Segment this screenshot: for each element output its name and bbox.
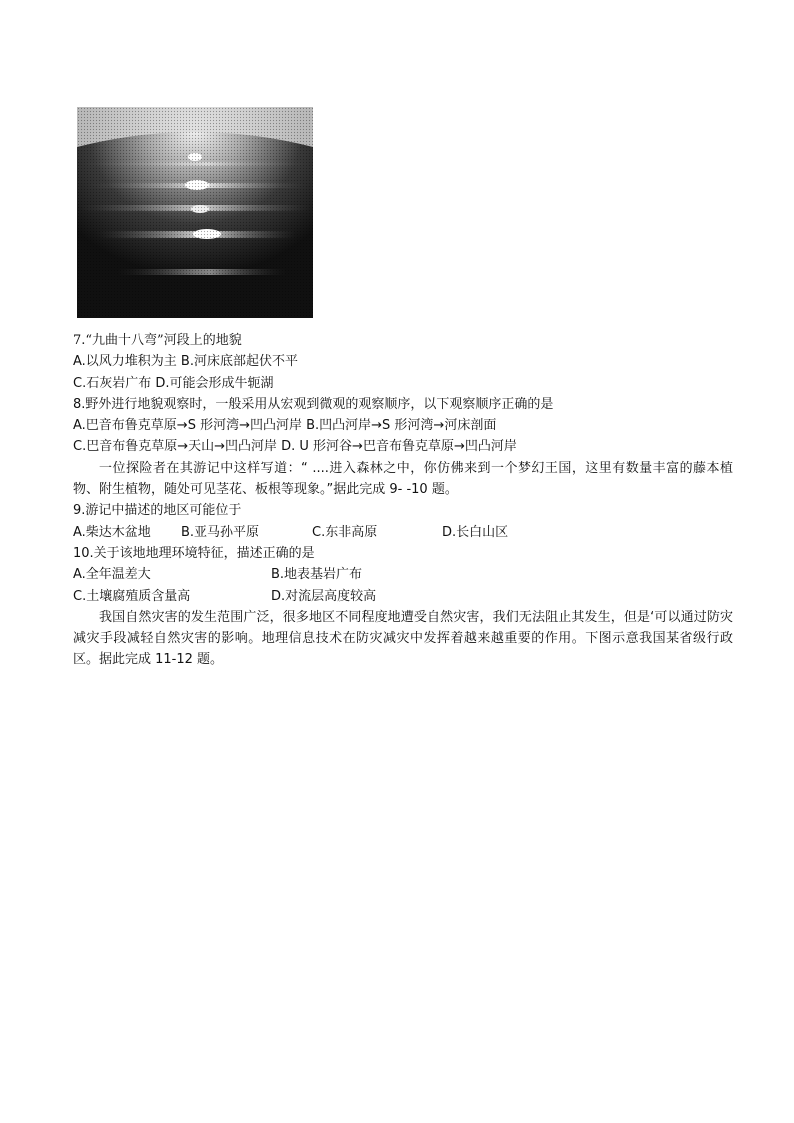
question-8-stem: 8.野外进行地貌观察时，一般采用从宏观到微观的观察顺序，以下观察顺序正确的是 [73, 396, 554, 412]
question-8-options-cd: C.巴音布鲁克草原→天山→凹凸河岸 D. U 形河谷→巴音布鲁克草原→凹凸河岸 [73, 439, 517, 455]
question-10-options-ab [73, 564, 733, 585]
question-content [73, 330, 733, 671]
passage-disaster: 我国自然灾害的发生范围广泛，很多地区不同程度地遭受自然灾害，我们无法阻止其发生，但是‘可以通过防灾减灾手段减轻自然灾害的影响。地理信息技术在防灾减灾中发挥着越来越重要的作用。下图示意我国某省级行政区。据此完成 11-12 题。 [73, 609, 733, 668]
question-9-option-b: B.亚马孙平原 [181, 524, 260, 540]
question-7-options-ab: A.以风力堆积为主 B.河床底部起伏不平 [73, 354, 298, 370]
question-10-options-cd [73, 586, 733, 607]
river-photo [77, 107, 313, 318]
question-7-stem: 7.“九曲十八弯”河段上的地貌 [73, 333, 242, 348]
river-meander-photo-image [77, 107, 313, 318]
question-9-option-a: A.柴达木盆地 [73, 524, 151, 540]
question-8-options-ab: A.巴音布鲁克草原→S 形河湾→凹凸河岸 B.凹凸河岸→S 形河湾→河床剖面 [73, 418, 497, 434]
question-9-options [73, 522, 733, 543]
question-9-option-d: D.长白山区 [442, 524, 509, 540]
passage-explorer: 一位探险者在其游记中这样写道：“ ....进入森林之中，你仿佛来到一个梦幻王国，这里有数量丰富的藤本植物、附生植物，随处可见茎花、板根等现象。”据此完成 9- -10 题。 [73, 460, 733, 498]
question-9-option-c: C.东非高原 [312, 524, 378, 540]
question-10-option-d: D.对流层高度较高 [271, 588, 377, 604]
question-10-option-c: C.土壤腐殖质含量高 [73, 588, 191, 604]
question-9-stem: 9.游记中描述的地区可能位于 [73, 503, 242, 519]
question-10-option-a: A.全年温差大 [73, 567, 151, 583]
question-10-stem: 10.关于该地地理环境特征，描述正确的是 [73, 545, 315, 561]
question-10-option-b: B.地表基岩广布 [271, 567, 363, 583]
question-7-options-cd: C.石灰岩广布 D.可能会形成牛轭湖 [73, 375, 274, 391]
